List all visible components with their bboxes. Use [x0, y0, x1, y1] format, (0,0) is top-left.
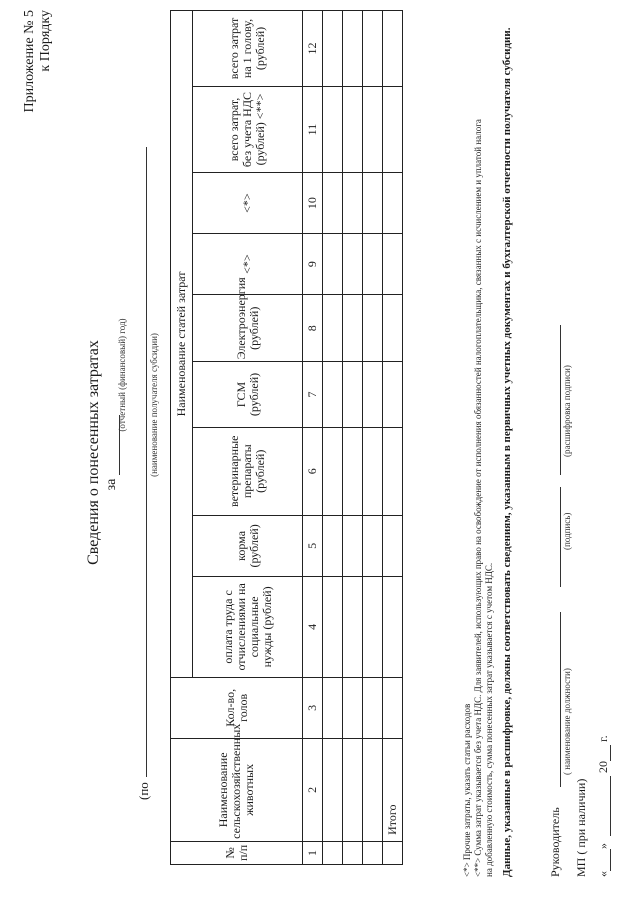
table-cell[interactable]	[383, 515, 403, 576]
table-cell[interactable]	[363, 173, 383, 234]
header-per-head: всего затрат на 1 голову, (рублей)	[193, 11, 303, 87]
column-number: 9	[303, 234, 323, 295]
table-cell[interactable]	[363, 841, 383, 864]
header-number: № п/п	[171, 841, 303, 864]
column-number: 7	[303, 362, 323, 427]
header-power: Электроэнергия (рублей)	[193, 295, 303, 362]
period-label: за	[104, 478, 119, 491]
table-cell[interactable]	[363, 515, 383, 576]
appendix-reference	[22, 10, 54, 180]
date-suffix: г.	[596, 735, 610, 742]
column-number: 2	[303, 738, 323, 841]
table-cell[interactable]	[383, 427, 403, 515]
header-heads: Кол-во, голов	[171, 677, 303, 738]
seal-label: МП ( при наличии)	[574, 778, 588, 877]
document-title: Сведения о понесенных затратах	[85, 340, 102, 565]
column-number: 11	[303, 86, 323, 172]
date-day-blank[interactable]	[599, 849, 611, 871]
table-cell[interactable]	[363, 11, 383, 87]
header-animals: Наименование сельскохозяйственных животных	[171, 738, 303, 841]
header-total-novat: всего затрат, без учета НДС (рублей) <**>	[193, 86, 303, 172]
table-cell[interactable]	[343, 576, 363, 677]
period-hint: (отчетный (финансовый) год)	[117, 318, 127, 432]
table-cell[interactable]	[323, 86, 343, 172]
footnote-other: <*> Прочие затраты, указать статьи расходов	[462, 703, 472, 877]
data-consistency-note: Данные, указанные в расшифровке, должны соответствовать сведениям, указанным в первичных учетных документах и бухгалтерской отчетности получателя субсидии.	[501, 27, 513, 877]
header-other-1: <*>	[193, 234, 303, 295]
table-row	[323, 11, 343, 865]
date-month-blank[interactable]	[599, 776, 611, 836]
table-cell[interactable]	[343, 515, 363, 576]
appendix-number: Приложение № 5	[22, 10, 37, 113]
table-cell[interactable]	[323, 427, 343, 515]
column-number: 12	[303, 11, 323, 87]
date-close-quote: »	[596, 843, 610, 849]
column-number: 6	[303, 427, 323, 515]
table-cell[interactable]	[383, 234, 403, 295]
table-cell[interactable]	[323, 295, 343, 362]
table-cell[interactable]	[323, 677, 343, 738]
head-label: Руководитель	[548, 807, 562, 877]
column-number: 10	[303, 173, 323, 234]
column-number: 4	[303, 576, 323, 677]
position-line[interactable]	[560, 612, 561, 787]
total-row	[383, 11, 403, 865]
column-number: 5	[303, 515, 323, 576]
table-cell[interactable]	[343, 427, 363, 515]
table-cell[interactable]	[323, 576, 343, 677]
header-feed: корма (рублей)	[193, 515, 303, 576]
table-cell[interactable]	[323, 173, 343, 234]
column-numbers-row	[303, 11, 323, 865]
column-number: 3	[303, 677, 323, 738]
date-open-quote: «	[596, 871, 610, 877]
table-cell[interactable]	[323, 234, 343, 295]
table-cell[interactable]	[343, 295, 363, 362]
table-cell[interactable]	[363, 362, 383, 427]
appendix-order: к Порядку	[38, 10, 53, 72]
column-number: 8	[303, 295, 323, 362]
table-cell[interactable]	[343, 841, 363, 864]
table-cell[interactable]	[323, 841, 343, 864]
signature-hint: (подпись)	[562, 512, 572, 550]
table-cell[interactable]	[323, 11, 343, 87]
decode-line[interactable]	[560, 325, 561, 475]
header-vet: ветеринарные препараты (рублей)	[193, 427, 303, 515]
table-cell[interactable]	[383, 173, 403, 234]
recipient-hint: (наименование получателя субсидии)	[149, 333, 159, 477]
header-other-2: <*>	[193, 173, 303, 234]
table-cell[interactable]	[343, 362, 363, 427]
table-cell[interactable]	[383, 295, 403, 362]
table-cell[interactable]	[343, 173, 363, 234]
table-cell[interactable]	[323, 362, 343, 427]
footnote-vat: <**> Сумма затрат указывается без учета НДС. Для заявителей, использующих право на освобождение от исполнения обязанностей налогоплательщика, связанных с исчислением и уплатой налога	[473, 119, 483, 877]
table-row	[343, 11, 363, 865]
recipient-label: (по	[136, 782, 151, 800]
position-hint: ( наименование должности)	[562, 668, 572, 775]
header-cost-items: Наименование статей затрат	[171, 11, 193, 678]
costs-table	[170, 10, 403, 865]
table-cell[interactable]	[323, 515, 343, 576]
table-cell[interactable]	[343, 86, 363, 172]
header-row-1	[171, 11, 193, 865]
table-cell[interactable]	[383, 677, 403, 738]
date-line	[596, 735, 611, 877]
date-century: 20	[596, 761, 610, 773]
recipient-blank	[146, 147, 147, 777]
decode-hint: (расшифровка подписи)	[562, 365, 572, 457]
table-cell[interactable]	[363, 86, 383, 172]
table-cell[interactable]	[363, 295, 383, 362]
table-cell[interactable]	[363, 738, 383, 841]
footnote-vat-cont: на добавленную стоимость, сумма понесенных затрат указывается с учетом НДС.	[484, 562, 494, 877]
total-label: Итого	[383, 738, 403, 841]
table-cell[interactable]	[363, 677, 383, 738]
signature-line[interactable]	[560, 487, 561, 587]
date-year-blank[interactable]	[599, 745, 611, 761]
table-cell[interactable]	[343, 738, 363, 841]
table-cell[interactable]	[383, 11, 403, 87]
table-cell[interactable]	[363, 427, 383, 515]
header-fuel: ГСМ (рублей)	[193, 362, 303, 427]
table-cell[interactable]	[363, 234, 383, 295]
table-cell[interactable]	[323, 738, 343, 841]
table-cell[interactable]	[383, 86, 403, 172]
table-cell[interactable]	[343, 11, 363, 87]
header-labor: оплата труда с отчислениями на социальные нужды (рублей)	[193, 576, 303, 677]
table-cell[interactable]	[343, 234, 363, 295]
table-cell[interactable]	[363, 576, 383, 677]
table-cell[interactable]	[343, 677, 363, 738]
table-cell	[383, 841, 403, 864]
table-row	[363, 11, 383, 865]
table-cell[interactable]	[383, 362, 403, 427]
table-cell[interactable]	[383, 576, 403, 677]
column-number: 1	[303, 841, 323, 864]
